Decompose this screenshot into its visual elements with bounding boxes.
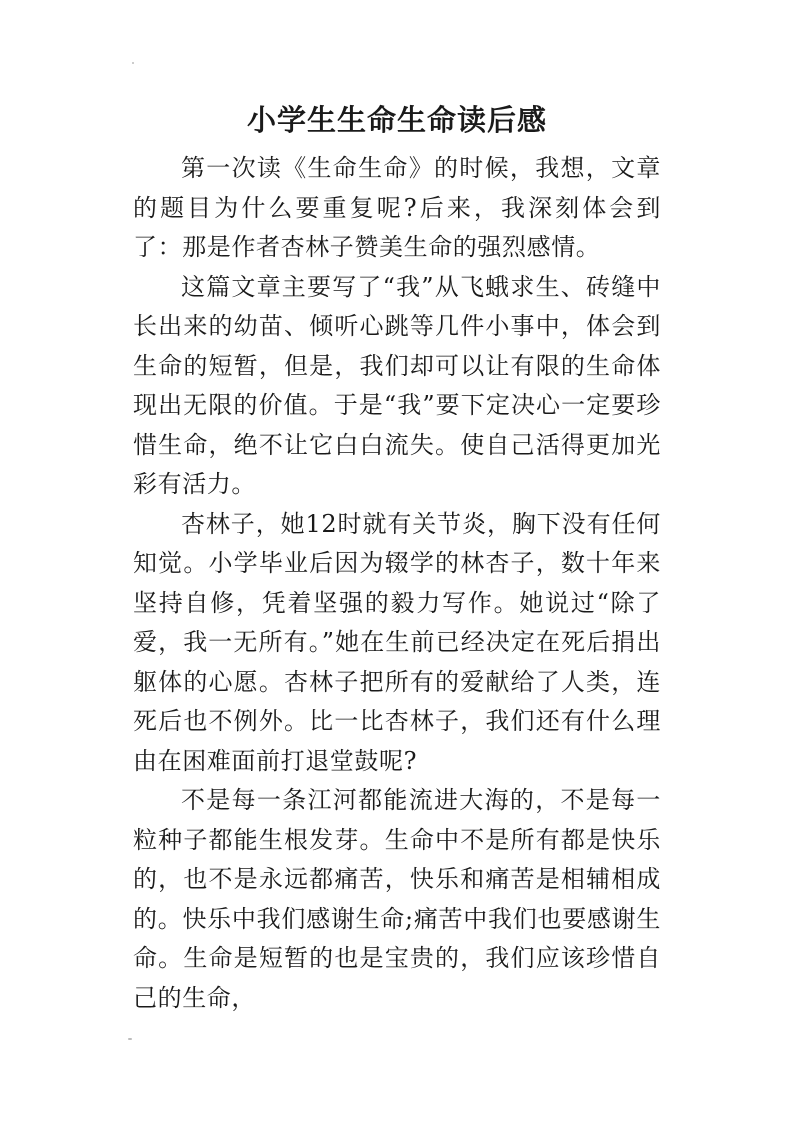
paragraph-1: 第一次读《生命生命》的时候，我想，文章的题目为什么要重复呢?后来，我深刻体会到了：那是作者杏林子赞美生命的强烈感情。 xyxy=(133,154,661,261)
scan-speck xyxy=(132,62,134,64)
document-title: 小学生生命生命读后感 xyxy=(246,103,547,137)
scan-speck xyxy=(128,1038,132,1040)
article-body xyxy=(133,149,661,1018)
paragraph-3: 杏林子，她12时就有关节炎，胸下没有任何知觉。小学毕业后因为辍学的林杏子，数十年来坚持自修，凭着坚强的毅力写作。她说过“除了爱，我一无所有。”她在生前已经决定在死后捐出躯体的心愿。杏林子把所有的爱献给了人类，连死后也不例外。比一比杏林子，我们还有什么理由在困难面前打退堂鼓呢? xyxy=(133,509,661,775)
paragraph-2: 这篇文章主要写了“我”从飞蛾求生、砖缝中长出来的幼苗、倾听心跳等几件小事中，体会到生命的短暂，但是，我们却可以让有限的生命体现出无限的价值。于是“我”要下定决心一定要珍惜生命，绝不让它白白流失。使自己活得更加光彩有活力。 xyxy=(133,272,661,498)
paragraph-4: 不是每一条江河都能流进大海的，不是每一粒种子都能生根发芽。生命中不是所有都是快乐的，也不是永远都痛苦，快乐和痛苦是相辅相成的。快乐中我们感谢生命;痛苦中我们也要感谢生命。生命是短暂的也是宝贵的，我们应该珍惜自己的生命， xyxy=(133,786,661,1012)
